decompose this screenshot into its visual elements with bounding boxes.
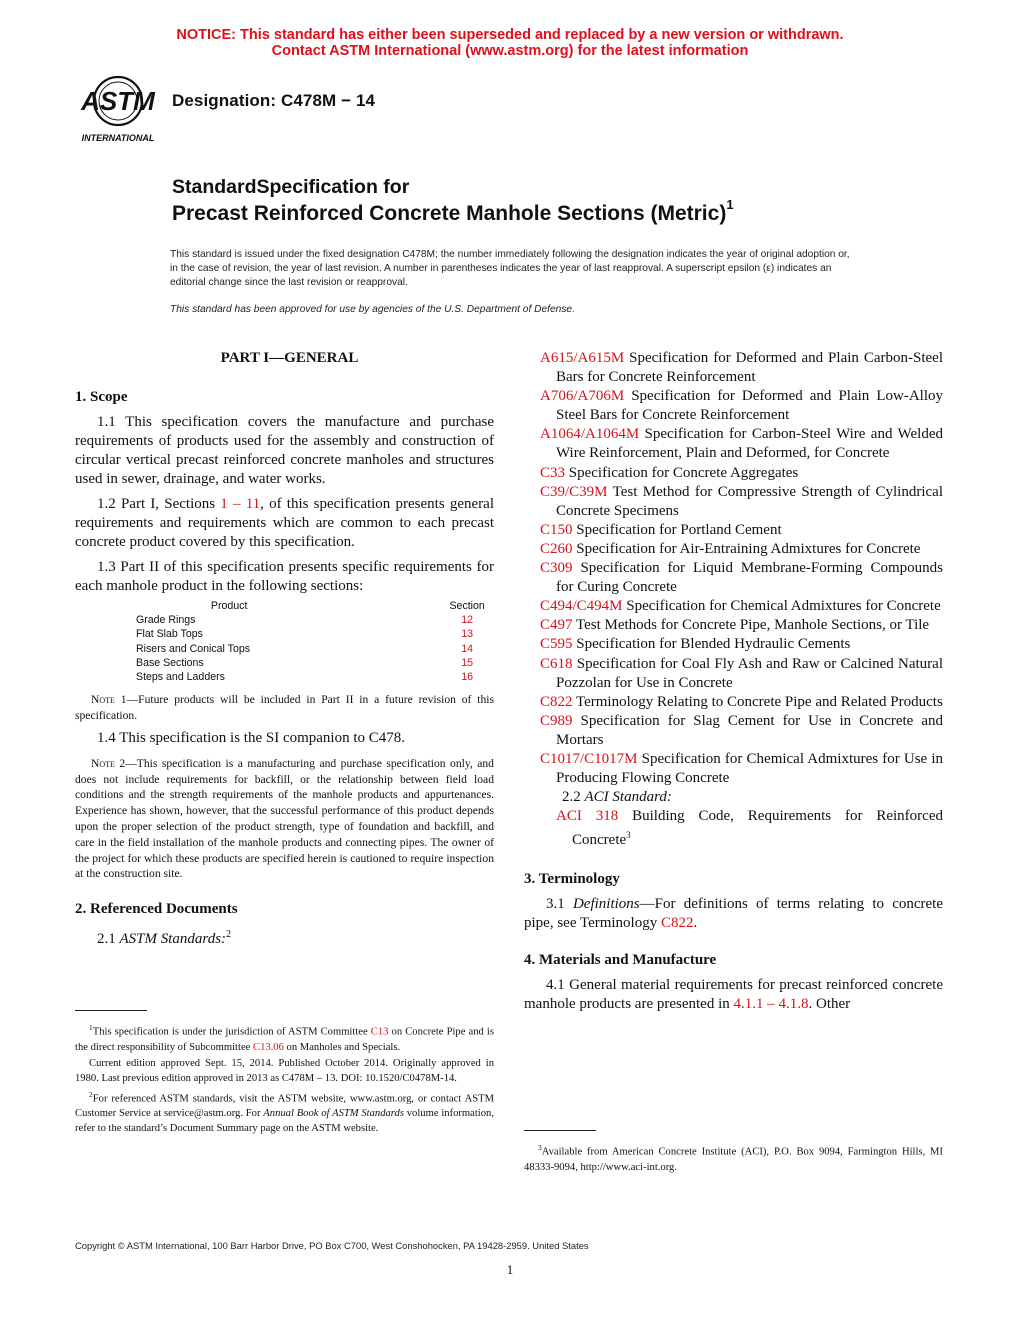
section-4-heading: 4. Materials and Manufacture xyxy=(524,952,717,969)
svg-text:ASTM: ASTM xyxy=(81,86,155,116)
reference-item xyxy=(540,559,943,597)
product-cell: Flat Slab Tops xyxy=(136,628,203,641)
table-row xyxy=(136,642,494,656)
reference-code-link[interactable]: C989 xyxy=(540,712,573,729)
paragraph-1-2: 1.2 Part I, Sections 1 – 11, of this specification presents general requirements and requirements which are common to each precast concrete product covered by this specification. xyxy=(75,496,494,550)
reference-title: Specification for Slag Cement for Use in Concrete and Mortars xyxy=(556,712,943,748)
section-2-heading: 2. Referenced Documents xyxy=(75,901,238,918)
title-line-2: Precast Reinforced Concrete Manhole Sections (Metric)$^1$ xyxy=(172,197,734,225)
footnote-rule-right xyxy=(524,1130,596,1131)
reference-item xyxy=(540,540,943,559)
reference-title: Specification for Portland Cement xyxy=(572,521,782,538)
section-3-heading: 3. Terminology xyxy=(524,871,620,888)
product-cell: Risers and Conical Tops xyxy=(136,642,251,655)
reference-title: Specification for Chemical Admixtures for Concrete xyxy=(622,598,941,615)
reference-title: Specification for Air-Entraining Admixtures for Concrete xyxy=(572,540,921,557)
paragraph-1-4: 1.4 This specification is the SI companion to C478. xyxy=(97,729,406,746)
paragraph-1-1: 1.1 This specification covers the manufacture and purchase requirements of products used for the assembly and construction of circular vertical precast reinforced concrete manholes and structures used in sewer, drainage, and water works. xyxy=(75,414,494,487)
reference-code-link[interactable]: C309 xyxy=(540,560,573,577)
aci-318-link[interactable]: ACI 318 xyxy=(556,808,619,825)
designation: Designation: C478M − 14 xyxy=(172,91,376,110)
issuance-statement: This standard is issued under the fixed designation C478M; the number immediately following the designation indicates the year of original adoption or, in the case of revision, the year of last revision. A number in parentheses indicates the year of last reapproval. A superscript epsilon (ε) indicates an editorial change since the last revision or reapproval. xyxy=(170,249,850,289)
right-column xyxy=(524,349,944,1014)
reference-title: Specification for Deformed and Plain Carbon-Steel Bars for Concrete Reinforcement xyxy=(556,350,943,386)
notice-line-2: Contact ASTM International (www.astm.org) for the latest information xyxy=(271,43,749,59)
dod-approval: This standard has been approved for use by agencies of the U.S. Department of Defense. xyxy=(170,304,575,315)
reference-code-link[interactable]: C260 xyxy=(540,540,573,557)
reference-item xyxy=(540,483,943,521)
footnote-1-edition: Current edition approved Sept. 15, 2014. Published October 2014. Originally approved in 1980. Last previous edition approved in 2013 as C478M – 13. DOI: 10.1520/C0478M-14. xyxy=(75,1057,494,1084)
reference-item xyxy=(540,597,943,616)
reference-title: Specification for Blended Hydraulic Cements xyxy=(572,636,851,653)
footnote-3: $^3$Available from American Concrete Institute (ACI), P.O. Box 9094, Farmington Hills, MI 48333-9094, http://www.aci-int.org. xyxy=(524,1143,943,1173)
table-row xyxy=(136,656,494,670)
reference-code-link[interactable]: C33 xyxy=(540,464,566,481)
astm-logo-icon xyxy=(76,75,160,145)
reference-code-link[interactable]: C595 xyxy=(540,636,573,653)
paragraph-4-1: 4.1 General material requirements for precast reinforced concrete manhole products are presented in 4.1.1 – 4.1.8. Other xyxy=(524,977,943,1013)
note-2: Note 2—This specification is a manufacturing and purchase specification only, and does not include requirements for backfill, or the relationship between field load conditions and the strength requirements of the manhole products and appurtenances. Experience has shown, however, that the successful performance of this product depends upon the proper selection of the product strength, type of foundation and backfill, and care in the field installation of the manhole products and connecting pipes. The owner of the project for which these products are specified herein is cautioned to require inspection at the construction site. xyxy=(75,756,494,881)
table-head-section: Section xyxy=(449,600,485,612)
left-column xyxy=(75,349,494,949)
reference-code-link[interactable]: A1064/A1064M xyxy=(540,426,640,443)
footnote-rule-left xyxy=(75,1010,147,1011)
reference-code-link[interactable]: C39/C39M xyxy=(540,483,608,500)
sections-link[interactable]: 1 – 11 xyxy=(220,496,261,512)
reference-title: Specification for Chemical Admixtures for Use in Producing Flowing Concrete xyxy=(556,750,943,787)
reference-item xyxy=(540,349,943,387)
product-section-table xyxy=(136,599,494,684)
reference-code-link[interactable]: C497 xyxy=(540,617,573,634)
reference-item xyxy=(540,655,943,693)
section-link[interactable]: 15 xyxy=(461,656,474,669)
table-head-product: Product xyxy=(210,600,248,612)
reference-title: Terminology Relating to Concrete Pipe and Related Products xyxy=(572,693,943,710)
reference-title: Test Methods for Concrete Pipe, Manhole Sections, or Tile xyxy=(572,617,930,634)
page-number: 1 xyxy=(506,1262,514,1277)
part-heading: PART I—GENERAL xyxy=(220,350,359,366)
title-line-1: StandardSpecification for xyxy=(172,176,410,198)
aci-reference: ACI 318 Building Code, Requirements for Reinforced Concrete$^3$ xyxy=(556,808,943,849)
reference-item xyxy=(540,635,943,654)
title-footnote-mark: 1 xyxy=(726,197,734,212)
reference-code-link[interactable]: C494/C494M xyxy=(540,598,623,615)
reference-item xyxy=(540,425,943,463)
section-1-heading: 1. Scope xyxy=(75,389,128,405)
astm-reference-list xyxy=(540,349,943,788)
product-cell: Grade Rings xyxy=(136,614,196,627)
product-cell: Steps and Ladders xyxy=(136,671,225,684)
paragraph-3-1: 3.1 Definitions—For definitions of terms relating to concrete pipe, see Terminology C822. xyxy=(524,896,944,932)
reference-item xyxy=(540,712,943,750)
reference-code-link[interactable]: C822 xyxy=(540,693,573,710)
section-link[interactable]: 16 xyxy=(461,671,474,684)
table-row xyxy=(136,670,494,684)
subcommittee-c13-06-link[interactable]: C13.06 xyxy=(253,1041,284,1053)
reference-title: Specification for Deformed and Plain Low-Alloy Steel Bars for Concrete Reinforcement xyxy=(556,388,943,424)
reference-code-link[interactable]: C150 xyxy=(540,521,573,538)
reference-item xyxy=(540,464,943,483)
c822-link[interactable]: C822 xyxy=(660,915,694,932)
table-row xyxy=(136,613,494,627)
product-cell: Base Sections xyxy=(136,656,204,669)
footnote-1: $^1$This specification is under the jurisdiction of ASTM Committee C13 on Concrete Pipe and is the direct responsibility of Subcommittee C13.06 on Manholes and Specials. xyxy=(75,1023,494,1053)
copyright: Copyright © ASTM International, 100 Barr Harbor Drive, PO Box C700, West Conshohocken, PA 19428-2959. United States xyxy=(75,1240,589,1251)
reference-title: Specification for Liquid Membrane-Forming Compounds for Curing Concrete xyxy=(556,560,943,596)
reference-code-link[interactable]: C618 xyxy=(540,655,573,672)
materials-link[interactable]: 4.1.1 – 4.1.8 xyxy=(733,996,809,1013)
reference-title: Specification for Carbon-Steel Wire and Welded Wire Reinforcement, Plain and Deformed, for Concrete xyxy=(556,426,943,462)
paragraph-2-2: 2.2 ACI Standard: xyxy=(562,789,672,806)
section-link[interactable]: 13 xyxy=(461,628,474,641)
reference-item xyxy=(540,521,943,540)
table-row xyxy=(136,627,494,641)
section-link[interactable]: 14 xyxy=(461,642,474,655)
reference-title: Test Method for Compressive Strength of Cylindrical Concrete Specimens xyxy=(556,483,943,519)
left-footnotes xyxy=(75,1020,494,1136)
reference-item xyxy=(540,750,943,788)
section-link[interactable]: 12 xyxy=(461,614,474,627)
reference-item xyxy=(540,387,943,425)
paragraph-1-3: 1.3 Part II of this specification presents specific requirements for each manhole product in the following sections: xyxy=(75,559,494,594)
committee-c13-link[interactable]: C13 xyxy=(370,1026,389,1038)
footnote-2: $^2$For referenced ASTM standards, visit the ASTM website, www.astm.org, or contact ASTM Customer Service at service@astm.org. For Annual Book of ASTM Standards volume information, refer to the standard’s Document Summary page on the ASTM website. xyxy=(75,1089,494,1135)
reference-title: Specification for Concrete Aggregates xyxy=(565,464,799,481)
reference-code-link[interactable]: A706/A706M xyxy=(540,388,625,405)
reference-item xyxy=(540,616,943,635)
reference-code-link[interactable]: C1017/C1017M xyxy=(540,750,638,767)
reference-item xyxy=(540,693,943,712)
reference-title: Specification for Coal Fly Ash and Raw or Calcined Natural Pozzolan for Use in Concrete xyxy=(556,655,943,691)
notice-line-1: NOTICE: This standard has either been superseded and replaced by a new version or withdrawn. xyxy=(176,27,844,43)
note-1: Note 1—Future products will be included in Part II in a future revision of this specification. xyxy=(75,693,494,723)
reference-code-link[interactable]: A615/A615M xyxy=(540,350,625,366)
paragraph-2-1: 2.1 ASTM Standards:$^2$ xyxy=(97,929,232,948)
svg-text:INTERNATIONAL: INTERNATIONAL xyxy=(81,133,155,143)
withdrawn-notice xyxy=(0,27,1020,59)
